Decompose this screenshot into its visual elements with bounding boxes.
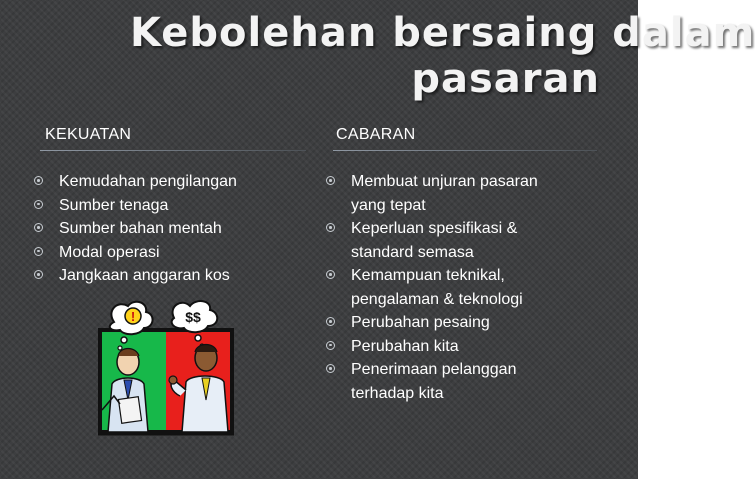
list-item-text: Perubahan pesaing (351, 314, 490, 331)
title-line-1: Kebolehan bersaing dalam (130, 10, 755, 56)
bullet-icon (326, 270, 335, 279)
strengths-list (32, 170, 302, 288)
list-item (324, 217, 604, 264)
challenges-list (324, 170, 604, 405)
list-item-text: Perubahan kita (351, 337, 459, 355)
list-item-text: Kemudahan pengilangan (59, 173, 237, 190)
list-item-text: Kemampuan teknikal, (351, 267, 505, 284)
slide-title (130, 10, 755, 102)
list-item (32, 194, 302, 218)
bullet-icon (326, 176, 335, 185)
list-item (324, 264, 604, 311)
list-item-text: Membuat unjuran pasaran (351, 173, 538, 190)
list-item-text: Penerimaan pelanggan (351, 361, 517, 378)
svg-text:$$: $$ (185, 309, 201, 325)
list-item-text-cont: standard semasa (351, 243, 474, 261)
list-item-text-cont: pengalaman & teknologi (351, 290, 523, 308)
bullet-icon (34, 247, 43, 256)
list-item (324, 335, 604, 359)
bullet-icon (34, 176, 43, 185)
bullet-icon (34, 270, 43, 279)
list-item-text: Keperluan spesifikasi & (351, 220, 518, 237)
strengths-heading: KEKUATAN (45, 126, 132, 143)
bullet-icon (34, 223, 43, 232)
bullet-icon (34, 200, 43, 209)
list-item-text: Jangkaan anggaran kos (59, 267, 230, 284)
bullet-icon (326, 223, 335, 232)
list-item (32, 170, 302, 194)
list-item (32, 241, 302, 265)
bullet-icon (326, 317, 335, 326)
list-item (324, 311, 604, 335)
list-item (324, 170, 604, 217)
list-item-text: Sumber tenaga (59, 196, 169, 214)
list-item-text: Sumber bahan mentah (59, 220, 222, 237)
challenges-divider (333, 150, 597, 151)
list-item-text-cont: yang tepat (351, 196, 426, 214)
strengths-divider (40, 150, 306, 151)
list-item-text: Modal operasi (59, 243, 160, 261)
list-item-text-cont: terhadap kita (351, 384, 444, 402)
challenges-heading: CABARAN (336, 126, 416, 143)
business-debate-clipart-icon (96, 300, 236, 440)
list-item (32, 217, 302, 241)
title-line-2: pasaran (411, 56, 600, 102)
svg-text:!: ! (130, 309, 136, 324)
bullet-icon (326, 364, 335, 373)
list-item (324, 358, 604, 405)
list-item (32, 264, 302, 288)
bullet-icon (326, 341, 335, 350)
